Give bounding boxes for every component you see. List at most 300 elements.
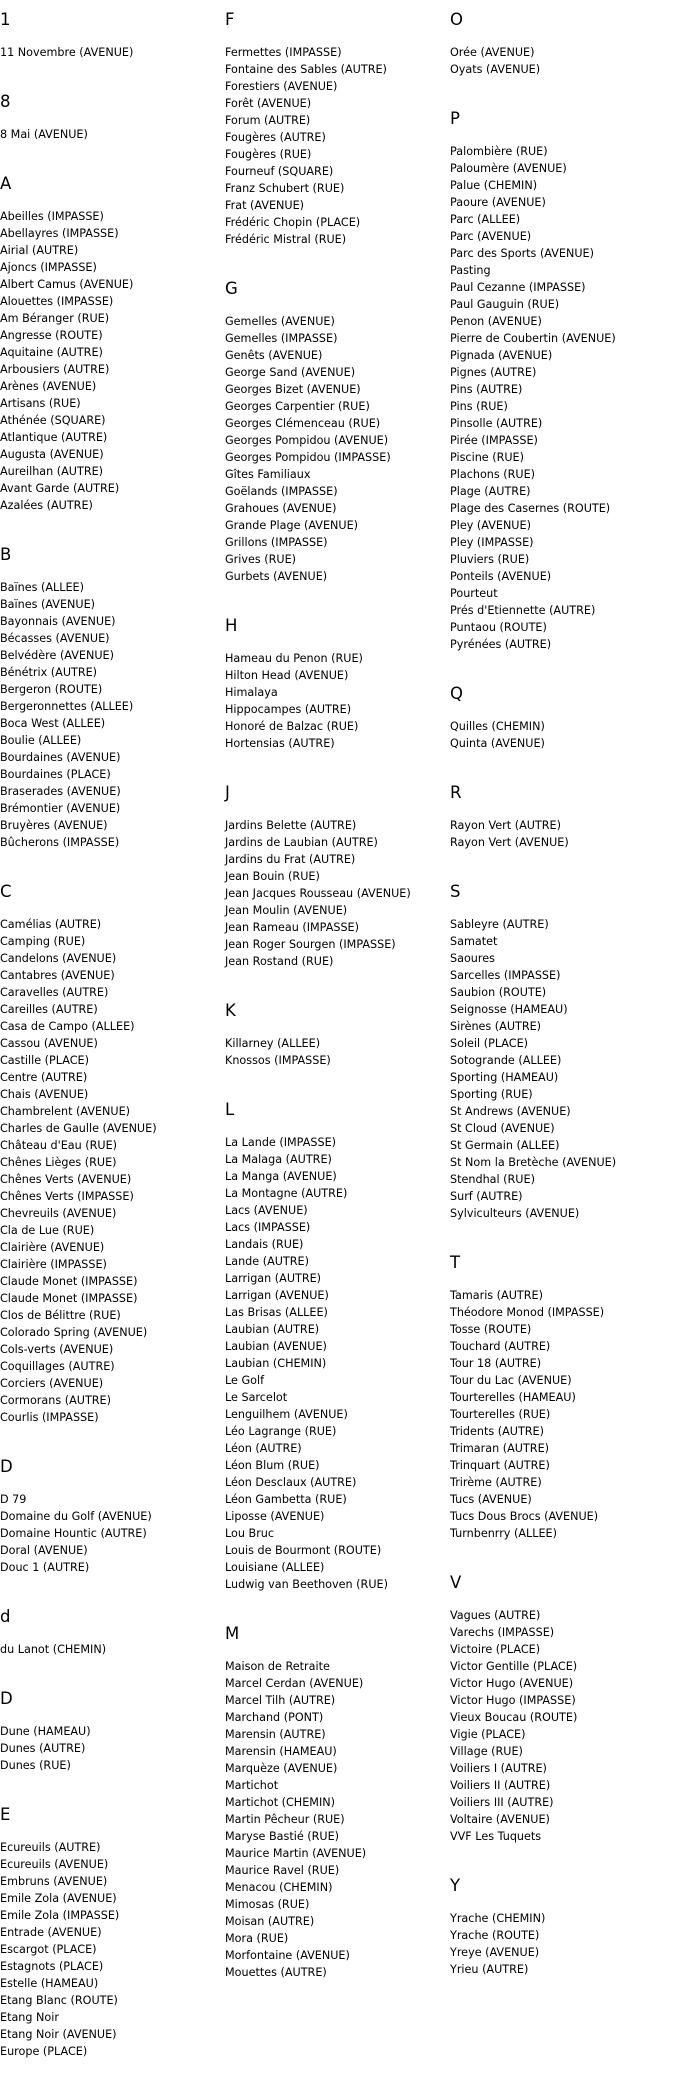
street-item: Baïnes (AVENUE)	[0, 598, 96, 611]
street-item: Claude Monet (IMPASSE)	[0, 1275, 138, 1288]
street-item: Parc des Sports (AVENUE)	[450, 247, 594, 260]
section-letter-heading: S	[450, 882, 461, 901]
street-item: Mouettes (AUTRE)	[225, 1966, 327, 1979]
street-item: Chênes Verts (AVENUE)	[0, 1173, 132, 1186]
street-item: Plachons (RUE)	[450, 468, 536, 481]
section-spacer	[450, 78, 675, 96]
street-item: Trirème (AUTRE)	[450, 1476, 542, 1489]
street-item: Sporting (RUE)	[450, 1088, 533, 1101]
street-item: Pignada (AVENUE)	[450, 349, 553, 362]
street-item: Georges Pompidou (AVENUE)	[225, 434, 389, 447]
section-letter-heading: D	[0, 1457, 13, 1476]
street-item: Le Sarcelot	[225, 1391, 288, 1404]
street-item: Pley (AVENUE)	[450, 519, 531, 532]
street-item: Castille (PLACE)	[0, 1054, 89, 1067]
street-item: Domaine Hountic (AUTRE)	[0, 1527, 147, 1540]
street-item: Braserades (AVENUE)	[0, 785, 121, 798]
street-item: Léon (AUTRE)	[225, 1442, 302, 1455]
section-letter-heading: Y	[450, 1876, 461, 1895]
street-item: Marensin (HAMEAU)	[225, 1745, 337, 1758]
letter-section	[225, 10, 450, 266]
street-item: Boca West (ALLEE)	[0, 717, 106, 730]
street-item: La Lande (IMPASSE)	[225, 1136, 337, 1149]
letter-section	[225, 1624, 450, 1999]
street-item: Clairière (AVENUE)	[0, 1241, 105, 1254]
street-item: Palombière (RUE)	[450, 145, 548, 158]
street-item: Coquillages (AUTRE)	[0, 1360, 115, 1373]
street-list	[225, 650, 450, 752]
street-item: Avant Garde (AUTRE)	[0, 482, 120, 495]
street-item: Georges Carpentier (RUE)	[225, 400, 370, 413]
street-item: Château d'Eau (RUE)	[0, 1139, 118, 1152]
street-item: Bayonnais (AVENUE)	[0, 615, 116, 628]
street-item: Tridents (AUTRE)	[450, 1425, 544, 1438]
street-item: Yreye (AVENUE)	[450, 1946, 540, 1959]
street-item: Lande (AUTRE)	[225, 1255, 309, 1268]
street-item: Théodore Monod (IMPASSE)	[450, 1306, 605, 1319]
section-spacer	[0, 61, 225, 79]
street-item: Ecureuils (AVENUE)	[0, 1858, 109, 1871]
street-item: Tour 18 (AUTRE)	[450, 1357, 542, 1370]
street-item: St Nom la Bretèche (AVENUE)	[450, 1156, 617, 1169]
street-item: Alouettes (IMPASSE)	[0, 295, 114, 308]
street-item: Parc (ALLEE)	[450, 213, 521, 226]
street-item: Vieux Boucau (ROUTE)	[450, 1711, 578, 1724]
street-list	[450, 916, 675, 1222]
section-spacer	[0, 143, 225, 161]
street-list	[225, 1134, 450, 1593]
section-letter-heading: P	[450, 109, 460, 128]
street-item: Ludwig van Beethoven (RUE)	[225, 1578, 388, 1591]
street-item: La Montagne (AUTRE)	[225, 1187, 348, 1200]
section-spacer	[450, 851, 675, 869]
street-item: La Manga (AVENUE)	[225, 1170, 337, 1183]
street-item: Etang Noir (AVENUE)	[0, 2028, 117, 2041]
street-item: Bourdaines (PLACE)	[0, 768, 111, 781]
letter-section	[450, 1573, 675, 1863]
street-item: Larrigan (AUTRE)	[225, 1272, 322, 1285]
street-item: Pirée (IMPASSE)	[450, 434, 538, 447]
street-item: Hameau du Penon (RUE)	[225, 652, 363, 665]
street-item: Brémontier (AVENUE)	[0, 802, 121, 815]
letter-section	[0, 1805, 225, 2078]
street-item: Ponteils (AVENUE)	[450, 570, 552, 583]
street-item: Pluviers (RUE)	[450, 553, 530, 566]
street-item: 8 Mai (AVENUE)	[0, 128, 88, 141]
section-letter-heading: R	[450, 783, 462, 802]
street-list	[0, 208, 225, 514]
section-spacer	[0, 2060, 225, 2078]
street-item: Azalées (AUTRE)	[0, 499, 93, 512]
street-item: Marquèze (AVENUE)	[225, 1762, 338, 1775]
street-item: Dune (HAMEAU)	[0, 1725, 91, 1738]
street-item: Pasting	[450, 264, 491, 277]
section-letter-heading: F	[225, 10, 235, 29]
street-item: Georges Pompidou (IMPASSE)	[225, 451, 391, 464]
letter-section	[450, 783, 675, 869]
street-item: Knossos (IMPASSE)	[225, 1054, 331, 1067]
street-item: Honoré de Balzac (RUE)	[225, 720, 359, 733]
street-item: Centre (AUTRE)	[0, 1071, 88, 1084]
street-item: Paul Cezanne (IMPASSE)	[450, 281, 586, 294]
street-item: Fermettes (IMPASSE)	[225, 46, 342, 59]
street-list	[450, 44, 675, 78]
street-list	[225, 44, 450, 248]
street-item: Casa de Campo (ALLEE)	[0, 1020, 135, 1033]
letter-section	[450, 1253, 675, 1560]
street-item: Pinsolle (AUTRE)	[450, 417, 543, 430]
street-item: Angresse (ROUTE)	[0, 329, 103, 342]
street-item: Sirènes (AUTRE)	[450, 1020, 542, 1033]
street-list	[450, 1607, 675, 1845]
street-item: St Germain (ALLEE)	[450, 1139, 560, 1152]
street-item: Martin Pêcheur (RUE)	[225, 1813, 345, 1826]
section-letter-heading: D	[0, 1689, 13, 1708]
street-item: Himalaya	[225, 686, 278, 699]
street-item: Jean Roger Sourgen (IMPASSE)	[225, 938, 396, 951]
street-item: Rayon Vert (AVENUE)	[450, 836, 569, 849]
street-item: Doral (AVENUE)	[0, 1544, 88, 1557]
street-list	[450, 143, 675, 653]
street-item: Belvédère (AVENUE)	[0, 649, 114, 662]
street-item: Lenguilhem (AVENUE)	[225, 1408, 348, 1421]
street-item: Orée (AVENUE)	[450, 46, 535, 59]
street-item: Voiliers I (AUTRE)	[450, 1762, 547, 1775]
section-letter-heading: H	[225, 616, 238, 635]
street-item: Estelle (HAMEAU)	[0, 1977, 99, 1990]
street-item: George Sand (AVENUE)	[225, 366, 356, 379]
section-spacer	[225, 752, 450, 770]
street-item: La Malaga (AUTRE)	[225, 1153, 332, 1166]
street-item: Surf (AUTRE)	[450, 1190, 523, 1203]
street-list	[0, 1641, 225, 1658]
street-item: Embruns (AVENUE)	[0, 1875, 108, 1888]
letter-section	[450, 1876, 675, 1996]
street-item: Aureilhan (AUTRE)	[0, 465, 104, 478]
street-item: Pins (RUE)	[450, 400, 508, 413]
street-item: Franz Schubert (RUE)	[225, 182, 345, 195]
street-item: Varechs (IMPASSE)	[450, 1626, 555, 1639]
street-item: Caravelles (AUTRE)	[0, 986, 109, 999]
street-item: Careilles (AUTRE)	[0, 1003, 98, 1016]
street-item: Léon Gambetta (RUE)	[225, 1493, 347, 1506]
street-item: D 79	[0, 1493, 27, 1506]
street-item: Hippocampes (AUTRE)	[225, 703, 352, 716]
street-item: Oyats (AVENUE)	[450, 63, 541, 76]
street-item: Pierre de Coubertin (AVENUE)	[450, 332, 616, 345]
street-item: Cantabres (AVENUE)	[0, 969, 115, 982]
section-spacer	[450, 1542, 675, 1560]
street-item: Maurice Ravel (RUE)	[225, 1864, 340, 1877]
street-item: Aquitaine (AUTRE)	[0, 346, 103, 359]
street-item: Voltaire (AVENUE)	[450, 1813, 550, 1826]
street-item: Village (RUE)	[450, 1745, 523, 1758]
street-item: Quinta (AVENUE)	[450, 737, 545, 750]
letter-section	[450, 882, 675, 1240]
section-spacer	[225, 970, 450, 988]
street-item: Maison de Retraite	[225, 1660, 330, 1673]
street-item: Forum (AUTRE)	[225, 114, 311, 127]
street-item: Léon Desclaux (AUTRE)	[225, 1476, 357, 1489]
street-item: Louisiane (ALLEE)	[225, 1561, 325, 1574]
section-spacer	[225, 585, 450, 603]
street-item: Voiliers III (AUTRE)	[450, 1796, 554, 1809]
street-item: Touchard (AUTRE)	[450, 1340, 551, 1353]
street-item: Penon (AVENUE)	[450, 315, 542, 328]
street-item: Chênes Lièges (RUE)	[0, 1156, 117, 1169]
section-spacer	[0, 514, 225, 532]
section-letter-heading: T	[450, 1253, 461, 1272]
street-item: Sporting (HAMEAU)	[450, 1071, 559, 1084]
street-item: Pins (AUTRE)	[450, 383, 523, 396]
letter-section	[225, 1001, 450, 1087]
street-item: Trinquart (AUTRE)	[450, 1459, 550, 1472]
street-item: Chais (AVENUE)	[0, 1088, 89, 1101]
street-item: Baïnes (ALLEE)	[0, 581, 84, 594]
section-spacer	[0, 1774, 225, 1792]
street-item: Boulie (ALLEE)	[0, 734, 82, 747]
street-item: Jean Rameau (IMPASSE)	[225, 921, 359, 934]
section-letter-heading: J	[225, 783, 230, 802]
street-item: Bénétrix (AUTRE)	[0, 666, 98, 679]
street-item: Voiliers II (AUTRE)	[450, 1779, 551, 1792]
street-item: Laubian (CHEMIN)	[225, 1357, 327, 1370]
street-item: Forêt (AVENUE)	[225, 97, 312, 110]
street-item: Europe (PLACE)	[0, 2045, 88, 2058]
street-item: Airial (AUTRE)	[0, 244, 79, 257]
street-item: Abeilles (IMPASSE)	[0, 210, 104, 223]
street-item: Marchand (PONT)	[225, 1711, 324, 1724]
street-item: Vagues (AUTRE)	[450, 1609, 541, 1622]
street-item: Augusta (AVENUE)	[0, 448, 104, 461]
street-item: Victor Gentille (PLACE)	[450, 1660, 578, 1673]
street-item: Rayon Vert (AUTRE)	[450, 819, 561, 832]
street-item: Victor Hugo (AVENUE)	[450, 1677, 574, 1690]
street-item: Jardins de Laubian (AUTRE)	[225, 836, 378, 849]
section-letter-heading: E	[0, 1805, 11, 1824]
letter-section	[0, 10, 225, 79]
street-item: Turnbenrry (ALLEE)	[450, 1527, 557, 1540]
section-spacer	[225, 1981, 450, 1999]
street-item: Estagnots (PLACE)	[0, 1960, 104, 1973]
street-item: du Lanot (CHEMIN)	[0, 1643, 107, 1656]
street-item: Quilles (CHEMIN)	[450, 720, 545, 733]
letter-section	[0, 1607, 225, 1676]
section-letter-heading: G	[225, 279, 238, 298]
street-item: Yrache (CHEMIN)	[450, 1912, 546, 1925]
street-item: Claude Monet (IMPASSE)	[0, 1292, 138, 1305]
street-item: Liposse (AVENUE)	[225, 1510, 325, 1523]
street-item: Frédéric Mistral (RUE)	[225, 233, 347, 246]
column-3	[450, 0, 675, 1996]
street-item: Menacou (CHEMIN)	[225, 1881, 333, 1894]
street-item: Soleil (PLACE)	[450, 1037, 529, 1050]
street-item: Victoire (PLACE)	[450, 1643, 541, 1656]
street-list	[0, 1723, 225, 1774]
street-item: Cols-verts (AVENUE)	[0, 1343, 114, 1356]
street-item: Fougères (AUTRE)	[225, 131, 326, 144]
street-item: Atlantique (AUTRE)	[0, 431, 108, 444]
street-item: Laubian (AVENUE)	[225, 1340, 327, 1353]
street-item: Seignosse (HAMEAU)	[450, 1003, 568, 1016]
street-item: Sableyre (AUTRE)	[450, 918, 549, 931]
street-item: Le Golf	[225, 1374, 265, 1387]
street-list	[450, 1287, 675, 1542]
street-item: Georges Bizet (AVENUE)	[225, 383, 361, 396]
street-item: Landais (RUE)	[225, 1238, 304, 1251]
column-2	[225, 0, 450, 1999]
street-item: Bûcherons (IMPASSE)	[0, 836, 120, 849]
section-letter-heading: d	[0, 1607, 11, 1626]
street-item: Etang Blanc (ROUTE)	[0, 1994, 118, 2007]
street-item: Pignes (AUTRE)	[450, 366, 537, 379]
street-list	[0, 1491, 225, 1576]
section-letter-heading: 1	[0, 10, 11, 29]
street-item: Plage (AUTRE)	[450, 485, 531, 498]
street-item: Marcel Tilh (AUTRE)	[225, 1694, 336, 1707]
street-item: Ecureuils (AUTRE)	[0, 1841, 101, 1854]
street-list	[225, 1035, 450, 1069]
letter-section	[450, 684, 675, 770]
street-item: Artisans (RUE)	[0, 397, 81, 410]
street-item: Saoures	[450, 952, 495, 965]
street-item: Arènes (AVENUE)	[0, 380, 97, 393]
street-item: Lou Bruc	[225, 1527, 275, 1540]
street-item: Fougères (RUE)	[225, 148, 312, 161]
letter-section	[450, 109, 675, 671]
street-item: Athénée (SQUARE)	[0, 414, 106, 427]
street-item: Tourterelles (HAMEAU)	[450, 1391, 576, 1404]
section-letter-heading: Q	[450, 684, 463, 703]
letter-section	[225, 279, 450, 603]
section-letter-heading: B	[0, 545, 12, 564]
street-item: Camping (RUE)	[0, 935, 86, 948]
street-item: Mora (RUE)	[225, 1932, 289, 1945]
street-item: VVF Les Tuquets	[450, 1830, 542, 1843]
street-item: Cla de Lue (RUE)	[0, 1224, 95, 1237]
street-item: Ajoncs (IMPASSE)	[0, 261, 97, 274]
street-item: Grives (RUE)	[225, 553, 297, 566]
section-spacer	[450, 1222, 675, 1240]
street-item: 11 Novembre (AVENUE)	[0, 46, 134, 59]
street-list	[225, 1658, 450, 1981]
street-item: Hilton Head (AVENUE)	[225, 669, 349, 682]
street-item: Killarney (ALLEE)	[225, 1037, 321, 1050]
street-list	[450, 817, 675, 851]
street-item: Pyrénées (AUTRE)	[450, 638, 552, 651]
section-spacer	[0, 851, 225, 869]
section-letter-heading: A	[0, 174, 12, 193]
street-item: Dunes (RUE)	[0, 1759, 71, 1772]
street-list	[450, 1910, 675, 1978]
street-item: Paloumère (AVENUE)	[450, 162, 567, 175]
street-item: Cormorans (AUTRE)	[0, 1394, 111, 1407]
street-item: Léon Blum (RUE)	[225, 1459, 320, 1472]
street-item: Plage des Casernes (ROUTE)	[450, 502, 611, 515]
street-item: Jean Bouin (RUE)	[225, 870, 320, 883]
street-item: Corciers (AVENUE)	[0, 1377, 104, 1390]
street-item: Lacs (IMPASSE)	[225, 1221, 311, 1234]
section-spacer	[450, 1845, 675, 1863]
street-item: Candelons (AVENUE)	[0, 952, 117, 965]
street-item: Emile Zola (AVENUE)	[0, 1892, 117, 1905]
street-item: Saubion (ROUTE)	[450, 986, 547, 999]
street-item: Hortensias (AUTRE)	[225, 737, 335, 750]
street-item: Tamaris (AUTRE)	[450, 1289, 543, 1302]
section-letter-heading: 8	[0, 92, 11, 111]
street-item: Fourneuf (SQUARE)	[225, 165, 334, 178]
street-item: Samatet	[450, 935, 498, 948]
street-item: Jardins du Frat (AUTRE)	[225, 853, 356, 866]
section-spacer	[0, 1576, 225, 1594]
street-item: Tucs Dous Brocs (AVENUE)	[450, 1510, 599, 1523]
street-item: St Cloud (AVENUE)	[450, 1122, 555, 1135]
street-item: Camélias (AUTRE)	[0, 918, 102, 931]
street-item: Domaine du Golf (AVENUE)	[0, 1510, 152, 1523]
street-item: Martichot (CHEMIN)	[225, 1796, 335, 1809]
street-item: Louis de Bourmont (ROUTE)	[225, 1544, 382, 1557]
street-item: Am Béranger (RUE)	[0, 312, 110, 325]
street-item: Yrache (ROUTE)	[450, 1929, 540, 1942]
street-item: Courlis (IMPASSE)	[0, 1411, 99, 1424]
street-item: Moisan (AUTRE)	[225, 1915, 315, 1928]
street-item: Albert Camus (AVENUE)	[0, 278, 134, 291]
street-item: Bourdaines (AVENUE)	[0, 751, 121, 764]
street-item: Bergeron (ROUTE)	[0, 683, 103, 696]
street-item: Gemelles (IMPASSE)	[225, 332, 338, 345]
street-item: Sarcelles (IMPASSE)	[450, 969, 561, 982]
street-list	[0, 916, 225, 1426]
letter-section	[0, 1457, 225, 1594]
street-item: Marcel Cerdan (AVENUE)	[225, 1677, 364, 1690]
street-item: Escargot (PLACE)	[0, 1943, 97, 1956]
street-item: Chambrelent (AVENUE)	[0, 1105, 131, 1118]
street-item: Stendhal (RUE)	[450, 1173, 535, 1186]
street-item: Entrade (AVENUE)	[0, 1926, 102, 1939]
section-spacer	[0, 1658, 225, 1676]
section-spacer	[0, 1426, 225, 1444]
street-item: Abellayres (IMPASSE)	[0, 227, 119, 240]
street-item: Frédéric Chopin (PLACE)	[225, 216, 361, 229]
letter-section	[225, 1100, 450, 1611]
street-item: Bécasses (AVENUE)	[0, 632, 110, 645]
street-item: Georges Clémenceau (RUE)	[225, 417, 381, 430]
street-item: Tourterelles (RUE)	[450, 1408, 551, 1421]
street-item: Martichot	[225, 1779, 279, 1792]
street-item: Goëlands (IMPASSE)	[225, 485, 338, 498]
section-letter-heading: V	[450, 1573, 462, 1592]
section-letter-heading: K	[225, 1001, 236, 1020]
street-item: Larrigan (AVENUE)	[225, 1289, 329, 1302]
street-item: Paul Gauguin (RUE)	[450, 298, 560, 311]
street-item: St Andrews (AVENUE)	[450, 1105, 571, 1118]
street-item: Genêts (AVENUE)	[225, 349, 323, 362]
street-list	[0, 126, 225, 143]
section-spacer	[450, 653, 675, 671]
street-list	[0, 579, 225, 851]
street-item: Forestiers (AVENUE)	[225, 80, 338, 93]
street-item: Yrieu (AUTRE)	[450, 1963, 529, 1976]
street-item: Maryse Bastié (RUE)	[225, 1830, 340, 1843]
street-item: Parc (AVENUE)	[450, 230, 532, 243]
street-item: Clairière (IMPASSE)	[0, 1258, 107, 1271]
street-item: Colorado Spring (AVENUE)	[0, 1326, 148, 1339]
letter-section	[225, 783, 450, 988]
street-item: Puntaou (ROUTE)	[450, 621, 547, 634]
section-spacer	[225, 1069, 450, 1087]
street-item: Grahoues (AVENUE)	[225, 502, 337, 515]
letter-section	[225, 616, 450, 770]
